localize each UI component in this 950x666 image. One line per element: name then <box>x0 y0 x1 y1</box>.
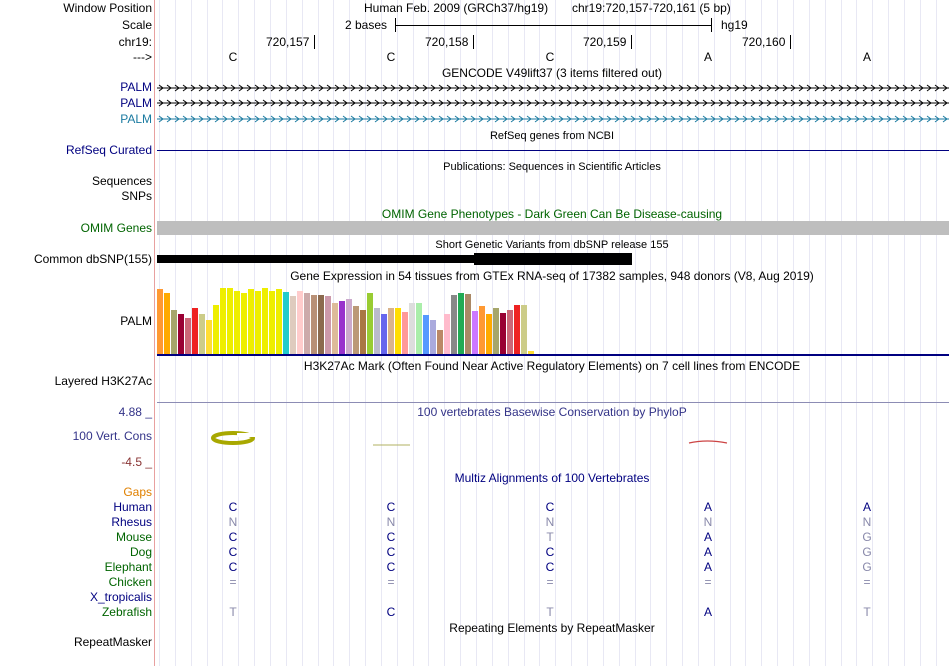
multiz-title[interactable]: Multiz Alignments of 100 Vertebrates <box>454 471 650 485</box>
omim-feature-bar[interactable] <box>157 221 949 235</box>
gtex-title[interactable]: Gene Expression in 54 tissues from GTEx RNA-seq of 17382 samples, 948 donors (V8, Aug 2019) <box>290 269 814 283</box>
gtex-bar[interactable] <box>437 330 443 354</box>
gtex-bar[interactable] <box>199 314 205 354</box>
species-label[interactable]: Rhesus <box>111 515 152 529</box>
gtex-bar[interactable] <box>353 306 359 354</box>
gtex-bar[interactable] <box>451 295 457 354</box>
alignment-base: C <box>545 545 555 559</box>
gtex-bar[interactable] <box>409 303 415 354</box>
gencode-item-3[interactable]: PALM <box>120 112 152 126</box>
scale-bar-right <box>711 18 712 32</box>
gtex-bar[interactable] <box>374 308 380 354</box>
gtex-bar[interactable] <box>479 306 485 354</box>
alignment-base: N <box>228 515 238 529</box>
ref-base-5: A <box>862 50 871 64</box>
coord-tick-4 <box>790 35 791 49</box>
alignment-base: C <box>386 605 396 619</box>
gtex-bar[interactable] <box>227 288 233 354</box>
gencode-item-1[interactable]: PALM <box>120 80 152 94</box>
gtex-bar[interactable] <box>164 293 170 354</box>
gencode-transcript-1[interactable] <box>157 83 949 93</box>
gtex-bar[interactable] <box>458 293 464 354</box>
coord-1: 720,157 <box>266 35 310 49</box>
alignment-base: N <box>862 515 872 529</box>
alignment-base: = <box>229 575 237 589</box>
gtex-bar-chart[interactable] <box>157 286 537 354</box>
gtex-bar[interactable] <box>248 289 254 354</box>
gtex-bar[interactable] <box>255 291 261 354</box>
gtex-bar[interactable] <box>500 313 506 354</box>
repeatmasker-title[interactable]: Repeating Elements by RepeatMasker <box>449 621 655 635</box>
species-label[interactable]: Mouse <box>115 530 152 544</box>
scale-bar <box>395 25 712 26</box>
strand-label: ---> <box>133 50 152 64</box>
alignment-base: C <box>386 530 396 544</box>
gtex-bar[interactable] <box>213 305 219 354</box>
gtex-bar[interactable] <box>185 318 191 354</box>
coord-tick-2 <box>473 35 474 49</box>
label-divider <box>154 0 155 666</box>
alignment-base: = <box>387 575 395 589</box>
species-label[interactable]: Chicken <box>108 575 152 589</box>
gtex-bar[interactable] <box>311 295 317 354</box>
dbsnp-variant-2[interactable] <box>474 253 632 265</box>
alignment-base: A <box>703 560 712 574</box>
gtex-bar[interactable] <box>276 289 282 354</box>
snps-label[interactable]: SNPs <box>121 189 152 203</box>
multiz-gaps-label[interactable]: Gaps <box>123 485 152 499</box>
scale-label: Scale <box>121 18 152 32</box>
alignment-base: = <box>863 575 871 589</box>
alignment-base: A <box>703 530 712 544</box>
gtex-bar[interactable] <box>367 293 373 354</box>
scale-db: hg19 <box>721 18 748 32</box>
gtex-bar[interactable] <box>388 308 394 354</box>
dbsnp-variant-1[interactable] <box>157 255 474 263</box>
alignment-base: T <box>229 605 237 619</box>
ref-base-2: C <box>386 50 396 64</box>
gencode-title[interactable]: GENCODE V49lift37 (3 items filtered out) <box>441 66 663 80</box>
alignment-base: A <box>703 605 712 619</box>
alignment-base: T <box>546 530 554 544</box>
gtex-bar[interactable] <box>269 291 275 354</box>
phylop-signal <box>157 425 949 455</box>
scale-text: 2 bases <box>345 18 388 32</box>
alignment-base: N <box>386 515 396 529</box>
gtex-bar[interactable] <box>360 310 366 354</box>
omim-title[interactable]: OMIM Gene Phenotypes - Dark Green Can Be Disease-causing <box>381 207 723 221</box>
assembly-text: Human Feb. 2009 (GRCh37/hg19) <box>364 1 549 15</box>
alignment-base: A <box>703 545 712 559</box>
gtex-label[interactable]: PALM <box>120 314 152 328</box>
gtex-bar[interactable] <box>346 299 352 354</box>
coord-4: 720,160 <box>742 35 786 49</box>
omim-label[interactable]: OMIM Genes <box>80 221 152 235</box>
gencode-transcript-2[interactable] <box>157 98 949 108</box>
gtex-bar[interactable] <box>318 295 324 354</box>
alignment-base: T <box>546 605 554 619</box>
gencode-item-2[interactable]: PALM <box>120 96 152 110</box>
gtex-bar[interactable] <box>521 305 527 354</box>
dbsnp-title[interactable]: Short Genetic Variants from dbSNP release 155 <box>435 239 669 251</box>
refseq-label[interactable]: RefSeq Curated <box>65 143 152 157</box>
gtex-bar[interactable] <box>262 288 268 354</box>
phylop-max: 4.88 _ <box>118 405 152 419</box>
alignment-base: C <box>386 545 396 559</box>
phylop-title[interactable]: 100 vertebrates Basewise Conservation by PhyloP <box>417 405 687 419</box>
gtex-bar[interactable] <box>514 305 520 354</box>
h3k27ac-label[interactable]: Layered H3K27Ac <box>54 374 152 388</box>
alignment-base: C <box>386 560 396 574</box>
species-label[interactable]: Zebrafish <box>101 605 152 619</box>
gtex-bar[interactable] <box>283 292 289 354</box>
alignment-base: N <box>703 515 713 529</box>
gtex-bar[interactable] <box>234 291 240 354</box>
gtex-bar[interactable] <box>486 314 492 354</box>
ref-base-4: A <box>703 50 712 64</box>
gtex-bar[interactable] <box>290 296 296 354</box>
alignment-base: C <box>228 545 238 559</box>
gtex-bar[interactable] <box>304 293 310 354</box>
repeatmasker-label[interactable]: RepeatMasker <box>73 635 152 649</box>
gencode-transcript-3[interactable] <box>157 114 949 124</box>
gtex-bar[interactable] <box>220 288 226 354</box>
refseq-gene-line[interactable] <box>157 150 949 151</box>
window-position-label: Window Position <box>63 1 152 15</box>
coord-tick-3 <box>631 35 632 49</box>
gtex-bar[interactable] <box>402 312 408 354</box>
position-text[interactable]: chr19:720,157-720,161 (5 bp) <box>572 1 731 15</box>
gtex-bar[interactable] <box>339 301 345 354</box>
publications-title[interactable]: Publications: Sequences in Scientific Articles <box>443 161 661 173</box>
species-label[interactable]: Elephant <box>104 560 152 574</box>
ref-base-3: C <box>545 50 555 64</box>
coord-tick-1 <box>314 35 315 49</box>
gtex-bar[interactable] <box>178 314 184 354</box>
alignment-base: N <box>545 515 555 529</box>
gtex-bar[interactable] <box>241 293 247 354</box>
h3k27ac-baseline <box>157 402 949 403</box>
gtex-bar[interactable] <box>206 320 212 354</box>
alignment-base: C <box>386 500 396 514</box>
gtex-bar[interactable] <box>423 315 429 354</box>
phylop-label[interactable]: 100 Vert. Cons <box>72 429 152 443</box>
alignment-base: A <box>862 500 871 514</box>
alignment-base: C <box>228 500 238 514</box>
alignment-base: C <box>545 560 555 574</box>
alignment-base: G <box>862 545 872 559</box>
gtex-bar[interactable] <box>171 310 177 354</box>
gtex-bar[interactable] <box>192 308 198 354</box>
gtex-bar[interactable] <box>381 314 387 354</box>
gtex-bar[interactable] <box>157 289 163 354</box>
sequences-label[interactable]: Sequences <box>91 174 152 188</box>
alignment-base: C <box>228 530 238 544</box>
alignment-base: G <box>862 530 872 544</box>
gtex-bar[interactable] <box>297 291 303 354</box>
gtex-bar[interactable] <box>507 310 513 354</box>
alignment-base: = <box>704 575 712 589</box>
alignment-base: T <box>863 605 871 619</box>
phylop-min: -4.5 _ <box>121 455 152 469</box>
dbsnp-label[interactable]: Common dbSNP(155) <box>33 252 152 266</box>
ref-base-1: C <box>228 50 238 64</box>
species-label[interactable]: X_tropicalis <box>89 590 152 604</box>
species-label[interactable]: Dog <box>129 545 152 559</box>
alignment-base: A <box>703 500 712 514</box>
gtex-bar[interactable] <box>325 296 331 354</box>
h3k27ac-title[interactable]: H3K27Ac Mark (Often Found Near Active Regulatory Elements) on 7 cell lines from ENCODE <box>303 359 801 373</box>
gtex-bar[interactable] <box>465 294 471 354</box>
gtex-bar[interactable] <box>430 320 436 354</box>
gtex-bar[interactable] <box>332 303 338 354</box>
species-label[interactable]: Human <box>113 500 152 514</box>
alignment-base: C <box>228 560 238 574</box>
gtex-bar[interactable] <box>444 314 450 354</box>
alignment-base: C <box>545 500 555 514</box>
gtex-bar[interactable] <box>416 303 422 354</box>
chrom-label: chr19: <box>118 35 152 49</box>
coord-3: 720,159 <box>583 35 627 49</box>
gtex-gene-line <box>157 354 949 356</box>
gtex-bar[interactable] <box>395 308 401 354</box>
refseq-title[interactable]: RefSeq genes from NCBI <box>489 130 615 142</box>
gtex-bar[interactable] <box>493 308 499 354</box>
gtex-bar[interactable] <box>472 311 478 354</box>
alignment-base: = <box>546 575 554 589</box>
coord-2: 720,158 <box>425 35 469 49</box>
alignment-base: G <box>862 560 872 574</box>
